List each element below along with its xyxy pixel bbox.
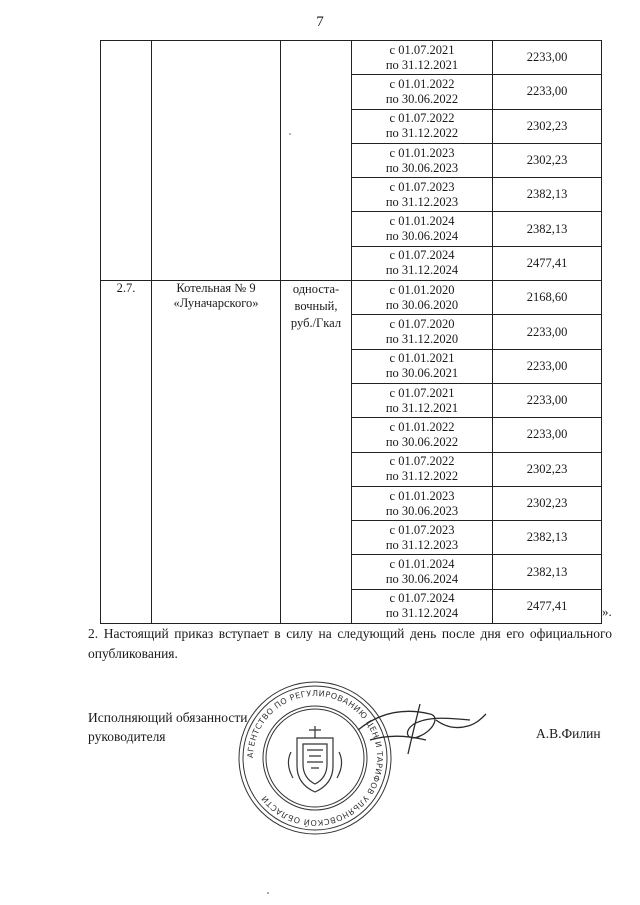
signature-role <box>88 708 247 746</box>
period-to: по 31.12.2022 <box>385 469 459 484</box>
period-cell <box>352 418 493 452</box>
tariff-value: 2302,23 <box>493 109 602 143</box>
period-to: по 30.06.2022 <box>385 91 459 106</box>
period-from: с 01.07.2023 <box>389 179 455 194</box>
continued-unit-cell <box>281 41 352 281</box>
period-cell <box>352 109 493 143</box>
period-from: с 01.01.2023 <box>389 145 455 160</box>
tariff-unit-line1: односта- <box>292 282 340 297</box>
period-cell <box>352 521 493 555</box>
period-from: с 01.01.2024 <box>389 214 455 229</box>
period-cell <box>352 315 493 349</box>
period-to: по 31.12.2023 <box>385 537 459 552</box>
closing-quote: ». <box>602 604 612 619</box>
boiler-name-line1: Котельная № 9 <box>176 281 256 296</box>
period-to: по 31.12.2023 <box>385 194 459 209</box>
period-to: по 30.06.2023 <box>385 160 459 175</box>
tariff-unit-line2: вочный, <box>294 299 338 314</box>
table-row <box>101 41 602 75</box>
period-from: с 01.07.2021 <box>389 385 455 400</box>
period-from: с 01.01.2022 <box>389 76 455 91</box>
tariff-unit <box>281 281 352 624</box>
period-cell <box>352 246 493 280</box>
period-cell <box>352 212 493 246</box>
entry-number: 2.7. <box>101 281 152 624</box>
period-from: с 01.01.2022 <box>389 419 455 434</box>
period-to: по 31.12.2024 <box>385 606 459 621</box>
signature-role-line2: руководителя <box>88 729 166 744</box>
period-cell <box>352 452 493 486</box>
seal-text: АГЕНТСТВО ПО РЕГУЛИРОВАНИЮ ЦЕН И ТАРИФОВ УЛЬЯНОВСКОЙ ОБЛАСТИ <box>245 688 385 828</box>
period-cell <box>352 41 493 75</box>
period-from: с 01.01.2023 <box>389 488 455 503</box>
period-to: по 31.12.2021 <box>385 400 459 415</box>
period-cell <box>352 143 493 177</box>
period-to: по 31.12.2024 <box>385 263 459 278</box>
period-to: по 31.12.2021 <box>385 57 459 72</box>
tariff-value: 2382,13 <box>493 521 602 555</box>
effective-date-paragraph: 2. Настоящий приказ вступает в силу на следующий день после дня его официального опубликования. <box>88 626 612 661</box>
tariff-table-body <box>101 41 602 624</box>
tariff-value: 2382,13 <box>493 212 602 246</box>
period-to: по 30.06.2022 <box>385 434 459 449</box>
table-row <box>101 281 602 315</box>
page-number: 7 <box>316 14 324 30</box>
period-from: с 01.01.2021 <box>389 351 455 366</box>
tariff-value: 2233,00 <box>493 315 602 349</box>
period-cell <box>352 555 493 589</box>
tariff-value: 2233,00 <box>493 41 602 75</box>
period-from: с 01.01.2024 <box>389 557 455 572</box>
period-cell <box>352 75 493 109</box>
tariff-value: 2302,23 <box>493 143 602 177</box>
tariff-table <box>100 40 602 624</box>
period-cell <box>352 281 493 315</box>
period-to: по 30.06.2024 <box>385 572 459 587</box>
boiler-name-line2: «Луначарского» <box>173 296 259 311</box>
boiler-name <box>152 281 281 624</box>
period-to: по 30.06.2023 <box>385 503 459 518</box>
tariff-value: 2233,00 <box>493 418 602 452</box>
tariff-value: 2302,23 <box>493 486 602 520</box>
period-from: с 01.07.2020 <box>389 317 455 332</box>
tariff-value: 2302,23 <box>493 452 602 486</box>
tariff-value: 2233,00 <box>493 75 602 109</box>
period-from: с 01.07.2022 <box>389 454 455 469</box>
period-cell <box>352 349 493 383</box>
tariff-value: 2477,41 <box>493 589 602 623</box>
tariff-value: 2477,41 <box>493 246 602 280</box>
tariff-value: 2382,13 <box>493 555 602 589</box>
period-to: по 31.12.2022 <box>385 126 459 141</box>
period-cell <box>352 178 493 212</box>
period-from: с 01.07.2023 <box>389 522 455 537</box>
handwritten-signature <box>350 690 490 760</box>
period-cell <box>352 589 493 623</box>
continued-number-cell <box>101 41 152 281</box>
tariff-value: 2382,13 <box>493 178 602 212</box>
signature-role-line1: Исполняющий обязанности <box>88 710 248 725</box>
period-from: с 01.07.2024 <box>389 591 455 606</box>
continued-name-cell <box>152 41 281 281</box>
period-from: с 01.07.2024 <box>389 248 455 263</box>
period-to: по 30.06.2020 <box>385 297 459 312</box>
period-to: по 31.12.2020 <box>385 332 459 347</box>
tariff-value: 2233,00 <box>493 383 602 417</box>
period-from: с 01.01.2020 <box>389 282 455 297</box>
tariff-value: 2233,00 <box>493 349 602 383</box>
period-cell <box>352 383 493 417</box>
tariff-value: 2168,60 <box>493 281 602 315</box>
period-cell <box>352 486 493 520</box>
signer-name: А.В.Филин <box>536 726 601 741</box>
period-to: по 30.06.2024 <box>385 229 459 244</box>
coat-of-arms-icon <box>288 726 341 792</box>
period-from: с 01.07.2022 <box>389 111 455 126</box>
tariff-unit-line3: руб./Гкал <box>290 316 342 331</box>
period-to: по 30.06.2021 <box>385 366 459 381</box>
period-from: с 01.07.2021 <box>389 42 455 57</box>
